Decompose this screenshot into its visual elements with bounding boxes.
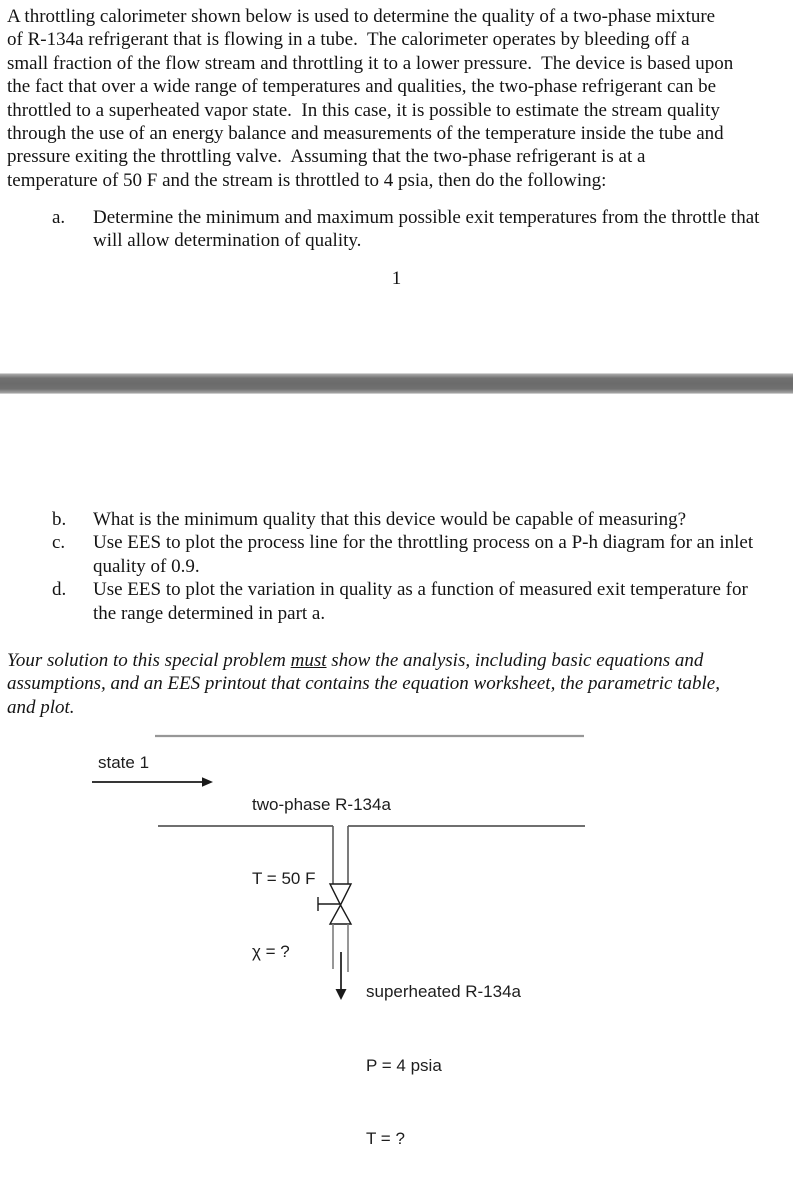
- text-line: through the use of an energy balance and measurements of the temperature inside the tube and: [7, 123, 724, 145]
- text-line: two-phase R-134a: [252, 795, 391, 814]
- text-line: T = 50 F: [252, 868, 316, 888]
- text-line: P = 4 psia: [366, 1055, 442, 1075]
- text-line: of R-134a refrigerant that is flowing in a tube. The calorimeter operates by bleeding off a: [7, 29, 690, 51]
- text-line: A throttling calorimeter shown below is used to determine the quality of a two-phase mixture: [7, 6, 716, 27]
- state-1-label: state 1: [98, 753, 150, 772]
- underlined-word: must: [290, 650, 327, 671]
- list-marker: d.: [52, 579, 67, 601]
- text-line: throttled to a superheated vapor state. In this case, it is possible to estimate the stream quality: [7, 99, 720, 121]
- text-line: pressure exiting the throttling valve. Assuming that the two-phase refrigerant is at a: [7, 146, 646, 168]
- inlet-flow-arrow: [92, 777, 213, 787]
- note-text: Your solution to this special problem: [7, 650, 291, 671]
- text-line: quality of 0.9.: [93, 555, 200, 577]
- text-line: χ = ?: [252, 942, 290, 961]
- list-marker: b.: [52, 509, 67, 530]
- text-line: Use EES to plot the process line for the throttling process on a P-h diagram for an inlet: [93, 532, 754, 554]
- text-line: will allow determination of quality.: [93, 230, 362, 252]
- text-line: What is the minimum quality that this device would be capable of measuring?: [93, 509, 687, 530]
- text-line: and plot.: [7, 696, 75, 718]
- page-number: 1: [391, 268, 402, 289]
- outlet-stream-label: [366, 931, 521, 1201]
- text-line: Use EES to plot the variation in quality as a function of measured exit temperature for: [93, 579, 748, 601]
- text-line: assumptions, and an EES printout that contains the equation worksheet, the parametric table,: [7, 673, 720, 695]
- text-line: the fact that over a wide range of temperatures and qualities, the two-phase refrigerant can be: [7, 76, 717, 98]
- list-marker: c.: [52, 532, 66, 554]
- list-marker: a.: [52, 207, 66, 228]
- text-line: T = ?: [366, 1129, 405, 1148]
- text-line: superheated R-134a: [366, 982, 522, 1001]
- text-line: temperature of 50 F and the stream is throttled to 4 psia, then do the following:: [7, 169, 607, 191]
- text-line: small fraction of the flow stream and throttling it to a lower pressure. The device is based upon: [7, 52, 734, 74]
- text-line: the range determined in part a.: [93, 602, 326, 624]
- note-text: show the analysis, including basic equations and: [326, 650, 704, 671]
- text-line: Determine the minimum and maximum possible exit temperatures from the throttle that: [93, 207, 760, 228]
